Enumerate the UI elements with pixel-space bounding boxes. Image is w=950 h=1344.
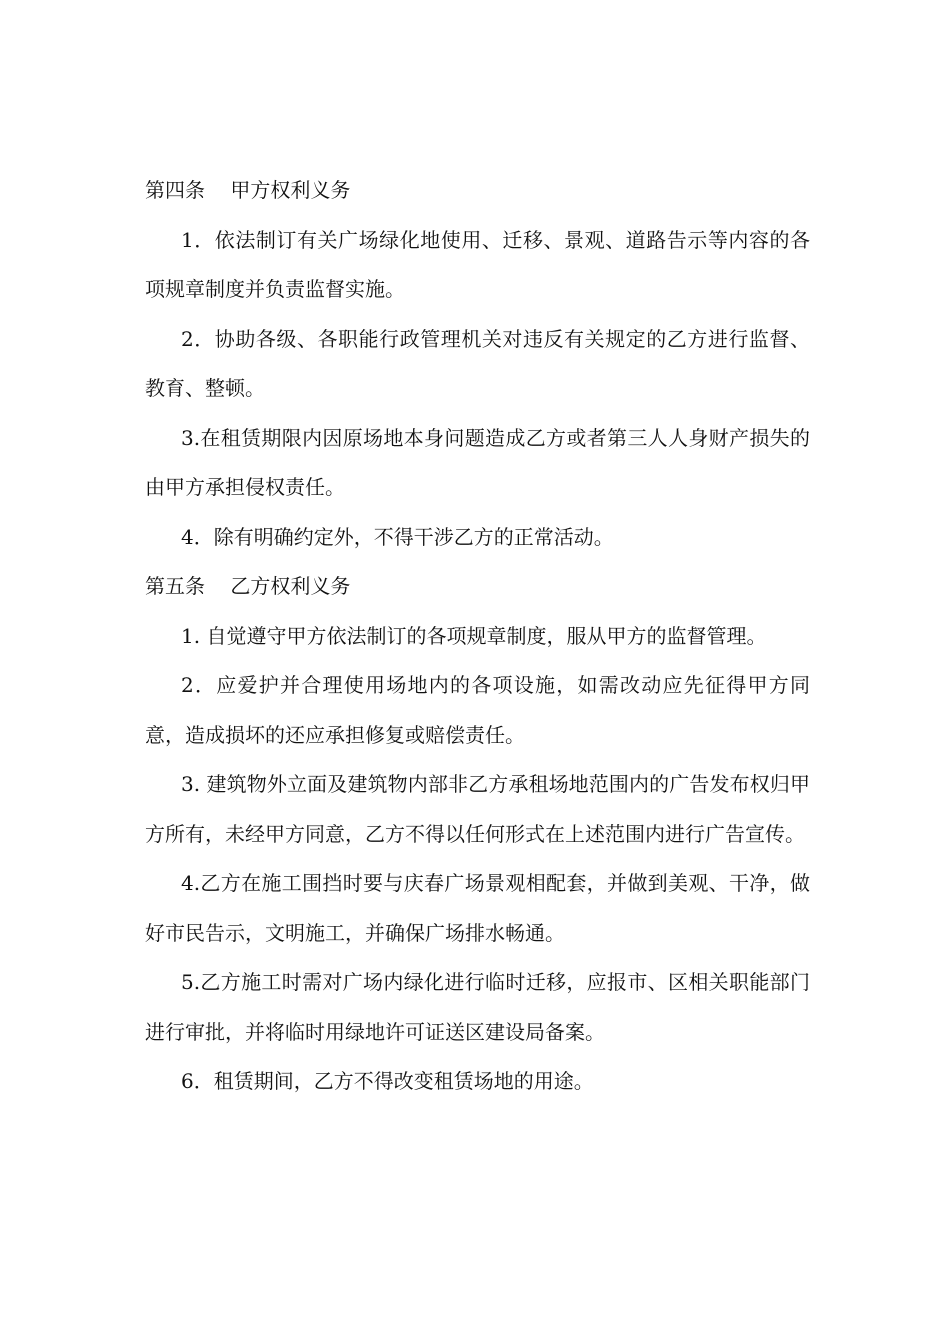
article-4-item-1: 1．依法制订有关广场绿化地使用、迁移、景观、道路告示等内容的各项规章制度并负责监督实施。 [145, 227, 810, 301]
section-heading-article-5: 第五条 乙方权利义务 [145, 574, 351, 598]
article-4-item-3: 3.在租赁期限内因原场地本身问题造成乙方或者第三人人身财产损失的由甲方承担侵权责任。 [145, 425, 810, 499]
article-5-item-1: 1. 自觉遵守甲方依法制订的各项规章制度，服从甲方的监督管理。 [181, 623, 767, 648]
section-heading-article-4: 第四条 甲方权利义务 [145, 178, 351, 202]
article-5-item-2: 2．应爱护并合理使用场地内的各项设施，如需改动应先征得甲方同意，造成损坏的还应承担修复或赔偿责任。 [145, 673, 810, 747]
article-4-item-4: 4．除有明确约定外，不得干涉乙方的正常活动。 [181, 524, 614, 549]
document-body [145, 166, 810, 1107]
article-5-item-4: 4.乙方在施工围挡时要与庆春广场景观相配套，并做到美观、干净，做好市民告示，文明施工，并确保广场排水畅通。 [145, 871, 810, 945]
article-5-item-5: 5.乙方施工时需对广场内绿化进行临时迁移，应报市、区相关职能部门进行审批，并将临时用绿地许可证送区建设局备案。 [145, 970, 810, 1044]
article-5-item-6: 6．租赁期间，乙方不得改变租赁场地的用途。 [181, 1069, 594, 1093]
article-5-item-3: 3. 建筑物外立面及建筑物内部非乙方承租场地范围内的广告发布权归甲方所有，未经甲方同意，乙方不得以任何形式在上述范围内进行广告宣传。 [145, 772, 810, 846]
article-4-item-2: 2．协助各级、各职能行政管理机关对违反有关规定的乙方进行监督、教育、整顿。 [145, 326, 810, 400]
